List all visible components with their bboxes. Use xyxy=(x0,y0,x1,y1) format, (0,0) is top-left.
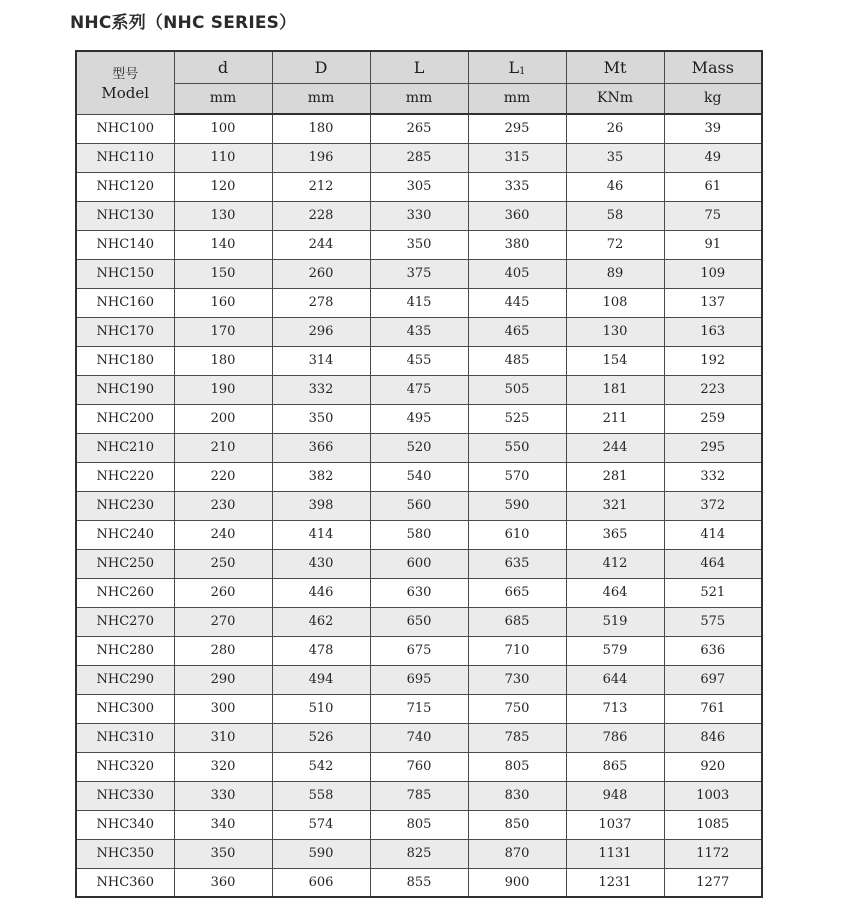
value-cell: 49 xyxy=(664,143,762,172)
table-row xyxy=(76,723,762,752)
value-cell: 610 xyxy=(468,520,566,549)
value-cell: 350 xyxy=(174,839,272,868)
value-cell: 606 xyxy=(272,868,370,897)
value-cell: 290 xyxy=(174,665,272,694)
model-cell: NHC290 xyxy=(76,665,174,694)
value-cell: 1231 xyxy=(566,868,664,897)
value-cell: 570 xyxy=(468,462,566,491)
table-row xyxy=(76,346,762,375)
value-cell: 850 xyxy=(468,810,566,839)
value-cell: 1131 xyxy=(566,839,664,868)
value-cell: 260 xyxy=(272,259,370,288)
column-header-Mass: Mass xyxy=(664,51,762,83)
value-cell: 130 xyxy=(174,201,272,230)
value-cell: 163 xyxy=(664,317,762,346)
header-unit-row xyxy=(76,83,762,114)
value-cell: 350 xyxy=(370,230,468,259)
model-cell: NHC230 xyxy=(76,491,174,520)
value-cell: 350 xyxy=(272,404,370,433)
value-cell: 360 xyxy=(174,868,272,897)
value-cell: 192 xyxy=(664,346,762,375)
value-cell: 412 xyxy=(566,549,664,578)
unit-L1: mm xyxy=(468,83,566,114)
value-cell: 26 xyxy=(566,114,664,143)
value-cell: 366 xyxy=(272,433,370,462)
value-cell: 280 xyxy=(174,636,272,665)
value-cell: 109 xyxy=(664,259,762,288)
value-cell: 636 xyxy=(664,636,762,665)
value-cell: 380 xyxy=(468,230,566,259)
value-cell: 520 xyxy=(370,433,468,462)
value-cell: 430 xyxy=(272,549,370,578)
value-cell: 296 xyxy=(272,317,370,346)
table-row xyxy=(76,491,762,520)
value-cell: 335 xyxy=(468,172,566,201)
value-cell: 320 xyxy=(174,752,272,781)
table-row xyxy=(76,868,762,897)
model-cell: NHC260 xyxy=(76,578,174,607)
value-cell: 560 xyxy=(370,491,468,520)
value-cell: 495 xyxy=(370,404,468,433)
value-cell: 785 xyxy=(370,781,468,810)
value-cell: 785 xyxy=(468,723,566,752)
value-cell: 150 xyxy=(174,259,272,288)
value-cell: 332 xyxy=(664,462,762,491)
value-cell: 750 xyxy=(468,694,566,723)
value-cell: 635 xyxy=(468,549,566,578)
value-cell: 212 xyxy=(272,172,370,201)
value-cell: 415 xyxy=(370,288,468,317)
table-row xyxy=(76,375,762,404)
value-cell: 220 xyxy=(174,462,272,491)
value-cell: 542 xyxy=(272,752,370,781)
table-row xyxy=(76,520,762,549)
value-cell: 465 xyxy=(468,317,566,346)
value-cell: 494 xyxy=(272,665,370,694)
table-row xyxy=(76,172,762,201)
model-cell: NHC200 xyxy=(76,404,174,433)
value-cell: 340 xyxy=(174,810,272,839)
value-cell: 505 xyxy=(468,375,566,404)
table-row xyxy=(76,810,762,839)
value-cell: 240 xyxy=(174,520,272,549)
column-header-model xyxy=(76,51,174,114)
value-cell: 1172 xyxy=(664,839,762,868)
value-cell: 285 xyxy=(370,143,468,172)
value-cell: 786 xyxy=(566,723,664,752)
model-cell: NHC170 xyxy=(76,317,174,346)
value-cell: 519 xyxy=(566,607,664,636)
value-cell: 1277 xyxy=(664,868,762,897)
model-cell: NHC360 xyxy=(76,868,174,897)
table-body xyxy=(76,114,762,897)
table-row xyxy=(76,230,762,259)
value-cell: 398 xyxy=(272,491,370,520)
value-cell: 200 xyxy=(174,404,272,433)
value-cell: 730 xyxy=(468,665,566,694)
value-cell: 900 xyxy=(468,868,566,897)
value-cell: 695 xyxy=(370,665,468,694)
value-cell: 870 xyxy=(468,839,566,868)
value-cell: 580 xyxy=(370,520,468,549)
value-cell: 865 xyxy=(566,752,664,781)
value-cell: 89 xyxy=(566,259,664,288)
value-cell: 180 xyxy=(174,346,272,375)
value-cell: 75 xyxy=(664,201,762,230)
column-header-Mt: Mt xyxy=(566,51,664,83)
value-cell: 190 xyxy=(174,375,272,404)
table-row xyxy=(76,636,762,665)
value-cell: 590 xyxy=(468,491,566,520)
model-cell: NHC300 xyxy=(76,694,174,723)
value-cell: 805 xyxy=(370,810,468,839)
value-cell: 61 xyxy=(664,172,762,201)
value-cell: 414 xyxy=(272,520,370,549)
table-row xyxy=(76,752,762,781)
value-cell: 265 xyxy=(370,114,468,143)
value-cell: 330 xyxy=(174,781,272,810)
model-header-cn: 型号 xyxy=(112,67,139,83)
value-cell: 715 xyxy=(370,694,468,723)
model-cell: NHC190 xyxy=(76,375,174,404)
value-cell: 372 xyxy=(664,491,762,520)
page-title: NHC系列（NHC SERIES） xyxy=(70,13,297,33)
table-row xyxy=(76,781,762,810)
value-cell: 475 xyxy=(370,375,468,404)
value-cell: 108 xyxy=(566,288,664,317)
value-cell: 137 xyxy=(664,288,762,317)
value-cell: 464 xyxy=(566,578,664,607)
value-cell: 464 xyxy=(664,549,762,578)
model-cell: NHC340 xyxy=(76,810,174,839)
model-cell: NHC150 xyxy=(76,259,174,288)
table-row xyxy=(76,549,762,578)
value-cell: 558 xyxy=(272,781,370,810)
value-cell: 435 xyxy=(370,317,468,346)
value-cell: 1003 xyxy=(664,781,762,810)
model-cell: NHC280 xyxy=(76,636,174,665)
value-cell: 825 xyxy=(370,839,468,868)
value-cell: 697 xyxy=(664,665,762,694)
value-cell: 35 xyxy=(566,143,664,172)
unit-D: mm xyxy=(272,83,370,114)
table-row xyxy=(76,607,762,636)
spec-table-header xyxy=(76,51,762,114)
value-cell: 382 xyxy=(272,462,370,491)
table-row xyxy=(76,462,762,491)
value-cell: 310 xyxy=(174,723,272,752)
value-cell: 710 xyxy=(468,636,566,665)
value-cell: 761 xyxy=(664,694,762,723)
value-cell: 485 xyxy=(468,346,566,375)
value-cell: 300 xyxy=(174,694,272,723)
value-cell: 250 xyxy=(174,549,272,578)
model-cell: NHC160 xyxy=(76,288,174,317)
value-cell: 846 xyxy=(664,723,762,752)
model-cell: NHC130 xyxy=(76,201,174,230)
value-cell: 360 xyxy=(468,201,566,230)
model-header-en: Model xyxy=(101,83,150,102)
value-cell: 590 xyxy=(272,839,370,868)
model-cell: NHC140 xyxy=(76,230,174,259)
value-cell: 100 xyxy=(174,114,272,143)
value-cell: 675 xyxy=(370,636,468,665)
value-cell: 295 xyxy=(664,433,762,462)
value-cell: 314 xyxy=(272,346,370,375)
table-row xyxy=(76,143,762,172)
value-cell: 332 xyxy=(272,375,370,404)
model-cell: NHC110 xyxy=(76,143,174,172)
value-cell: 315 xyxy=(468,143,566,172)
value-cell: 278 xyxy=(272,288,370,317)
model-cell: NHC120 xyxy=(76,172,174,201)
value-cell: 305 xyxy=(370,172,468,201)
value-cell: 526 xyxy=(272,723,370,752)
value-cell: 1037 xyxy=(566,810,664,839)
value-cell: 574 xyxy=(272,810,370,839)
unit-d: mm xyxy=(174,83,272,114)
value-cell: 120 xyxy=(174,172,272,201)
model-cell: NHC330 xyxy=(76,781,174,810)
table-row xyxy=(76,404,762,433)
value-cell: 575 xyxy=(664,607,762,636)
value-cell: 462 xyxy=(272,607,370,636)
model-cell: NHC310 xyxy=(76,723,174,752)
value-cell: 685 xyxy=(468,607,566,636)
value-cell: 181 xyxy=(566,375,664,404)
model-cell: NHC250 xyxy=(76,549,174,578)
table-row xyxy=(76,201,762,230)
value-cell: 295 xyxy=(468,114,566,143)
value-cell: 665 xyxy=(468,578,566,607)
value-cell: 170 xyxy=(174,317,272,346)
value-cell: 375 xyxy=(370,259,468,288)
value-cell: 270 xyxy=(174,607,272,636)
value-cell: 855 xyxy=(370,868,468,897)
value-cell: 600 xyxy=(370,549,468,578)
model-cell: NHC100 xyxy=(76,114,174,143)
table-row xyxy=(76,578,762,607)
value-cell: 160 xyxy=(174,288,272,317)
value-cell: 478 xyxy=(272,636,370,665)
value-cell: 713 xyxy=(566,694,664,723)
table-row xyxy=(76,839,762,868)
value-cell: 644 xyxy=(566,665,664,694)
unit-Mt: KNm xyxy=(566,83,664,114)
value-cell: 1085 xyxy=(664,810,762,839)
value-cell: 445 xyxy=(468,288,566,317)
value-cell: 455 xyxy=(370,346,468,375)
value-cell: 579 xyxy=(566,636,664,665)
value-cell: 510 xyxy=(272,694,370,723)
table-row xyxy=(76,288,762,317)
value-cell: 550 xyxy=(468,433,566,462)
value-cell: 650 xyxy=(370,607,468,636)
value-cell: 72 xyxy=(566,230,664,259)
value-cell: 259 xyxy=(664,404,762,433)
value-cell: 805 xyxy=(468,752,566,781)
value-cell: 525 xyxy=(468,404,566,433)
value-cell: 39 xyxy=(664,114,762,143)
table-row xyxy=(76,665,762,694)
value-cell: 920 xyxy=(664,752,762,781)
model-cell: NHC350 xyxy=(76,839,174,868)
value-cell: 110 xyxy=(174,143,272,172)
model-cell: NHC320 xyxy=(76,752,174,781)
value-cell: 521 xyxy=(664,578,762,607)
value-cell: 948 xyxy=(566,781,664,810)
value-cell: 154 xyxy=(566,346,664,375)
value-cell: 130 xyxy=(566,317,664,346)
value-cell: 330 xyxy=(370,201,468,230)
value-cell: 760 xyxy=(370,752,468,781)
value-cell: 211 xyxy=(566,404,664,433)
value-cell: 321 xyxy=(566,491,664,520)
table-row xyxy=(76,114,762,143)
value-cell: 196 xyxy=(272,143,370,172)
value-cell: 414 xyxy=(664,520,762,549)
value-cell: 446 xyxy=(272,578,370,607)
value-cell: 46 xyxy=(566,172,664,201)
value-cell: 244 xyxy=(566,433,664,462)
unit-Mass: kg xyxy=(664,83,762,114)
value-cell: 58 xyxy=(566,201,664,230)
spec-table xyxy=(75,50,763,898)
value-cell: 210 xyxy=(174,433,272,462)
header-label-row xyxy=(76,51,762,83)
model-cell: NHC180 xyxy=(76,346,174,375)
value-cell: 230 xyxy=(174,491,272,520)
value-cell: 140 xyxy=(174,230,272,259)
value-cell: 281 xyxy=(566,462,664,491)
table-row xyxy=(76,317,762,346)
value-cell: 228 xyxy=(272,201,370,230)
model-cell: NHC210 xyxy=(76,433,174,462)
table-row xyxy=(76,433,762,462)
value-cell: 405 xyxy=(468,259,566,288)
value-cell: 830 xyxy=(468,781,566,810)
table-row xyxy=(76,694,762,723)
value-cell: 630 xyxy=(370,578,468,607)
model-cell: NHC270 xyxy=(76,607,174,636)
value-cell: 244 xyxy=(272,230,370,259)
value-cell: 540 xyxy=(370,462,468,491)
value-cell: 365 xyxy=(566,520,664,549)
value-cell: 223 xyxy=(664,375,762,404)
unit-L: mm xyxy=(370,83,468,114)
column-header-d: d xyxy=(174,51,272,83)
column-header-L: L xyxy=(370,51,468,83)
value-cell: 180 xyxy=(272,114,370,143)
model-cell: NHC240 xyxy=(76,520,174,549)
value-cell: 91 xyxy=(664,230,762,259)
model-cell: NHC220 xyxy=(76,462,174,491)
value-cell: 740 xyxy=(370,723,468,752)
value-cell: 260 xyxy=(174,578,272,607)
column-header-D: D xyxy=(272,51,370,83)
column-header-L1: $L_1$ xyxy=(468,51,566,83)
table-row xyxy=(76,259,762,288)
